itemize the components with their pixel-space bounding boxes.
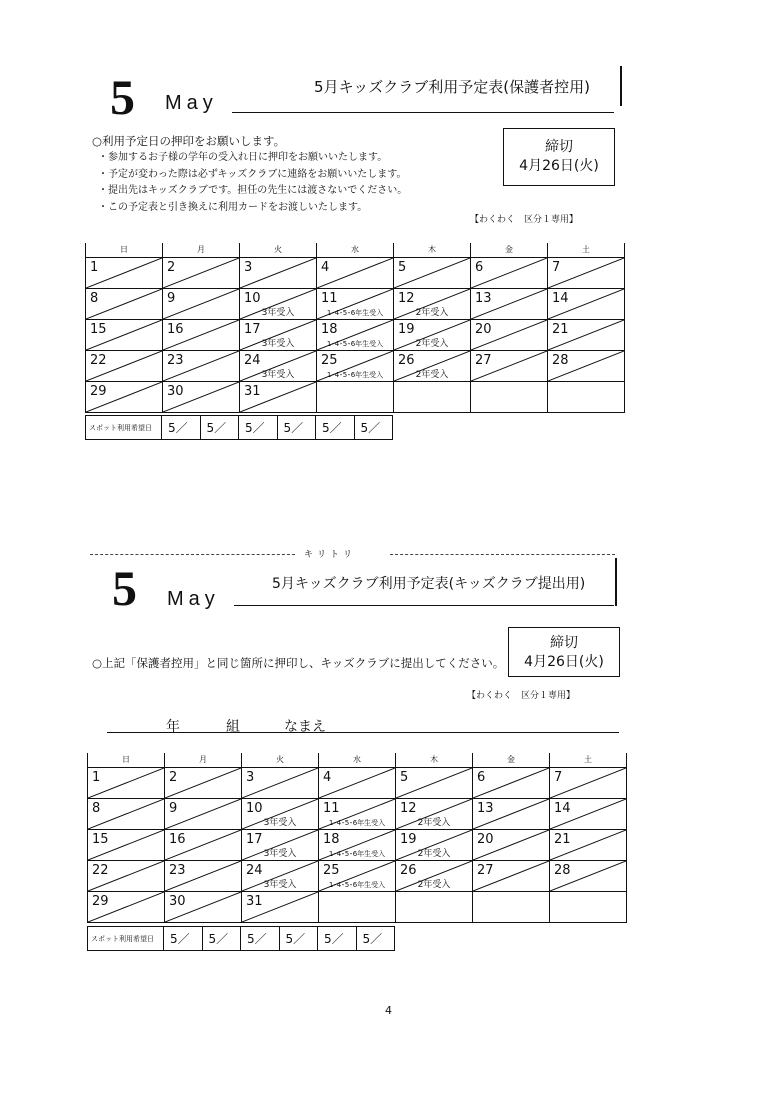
- calendar-day-cell[interactable]: [548, 288, 625, 319]
- note-item: ・参加するお子様の学年の受入れ日に押印をお願いいたします。: [98, 152, 388, 163]
- spot-date-slot[interactable]: 5／: [354, 416, 393, 440]
- weekday-header: 土: [548, 243, 625, 257]
- calendar-day-cell[interactable]: [165, 798, 242, 829]
- day-number: 15: [90, 321, 107, 337]
- calendar-week-row: [88, 798, 627, 829]
- calendar-day-cell[interactable]: [550, 798, 627, 829]
- acceptance-note: 2年受入: [415, 369, 449, 380]
- calendar-day-cell[interactable]: [86, 381, 163, 412]
- category-tag: 【わくわく 区分１専用】: [467, 691, 576, 701]
- acceptance-note: 1･4･5･6年生受入: [328, 818, 386, 827]
- calendar-day-cell[interactable]: [240, 319, 317, 350]
- calendar-day-cell[interactable]: [88, 829, 165, 860]
- spot-date-slot[interactable]: 5／: [241, 927, 280, 951]
- day-number: 9: [169, 800, 178, 816]
- calendar-day-cell[interactable]: [86, 257, 163, 288]
- weekday-header: 月: [165, 753, 242, 767]
- day-number: 14: [554, 800, 571, 816]
- name-line: [107, 732, 619, 733]
- calendar-day-cell[interactable]: [240, 257, 317, 288]
- calendar-empty-cell: [548, 381, 625, 412]
- day-number: 22: [92, 862, 109, 878]
- deadline-box: [503, 128, 615, 186]
- day-number: 25: [321, 352, 338, 368]
- calendar-day-cell[interactable]: [86, 350, 163, 381]
- day-number: 14: [552, 290, 569, 306]
- weekday-header: 金: [471, 243, 548, 257]
- calendar-day-cell[interactable]: [319, 798, 396, 829]
- day-number: 4: [321, 259, 330, 275]
- day-number: 10: [246, 800, 263, 816]
- spot-date-slot[interactable]: 5／: [202, 927, 241, 951]
- acceptance-note: 2年受入: [417, 848, 451, 859]
- calendar-day-cell[interactable]: [165, 860, 242, 891]
- day-number: 24: [246, 862, 263, 878]
- acceptance-note: 2年受入: [417, 817, 451, 828]
- day-number: 7: [554, 769, 563, 785]
- spot-date-slot[interactable]: 5／: [239, 416, 278, 440]
- day-number: 2: [169, 769, 178, 785]
- acceptance-note: 3年受入: [261, 338, 295, 349]
- calendar-day-cell[interactable]: [548, 257, 625, 288]
- day-number: 24: [244, 352, 261, 368]
- day-number: 11: [323, 800, 340, 816]
- calendar-day-cell[interactable]: [550, 829, 627, 860]
- weekday-header: 月: [163, 243, 240, 257]
- spot-date-slot[interactable]: 5／: [164, 927, 203, 951]
- day-number: 7: [552, 259, 561, 275]
- calendar-day-cell[interactable]: [550, 767, 627, 798]
- calendar-day-cell[interactable]: [396, 860, 473, 891]
- calendar-day-cell[interactable]: [240, 381, 317, 412]
- day-number: 25: [323, 862, 340, 878]
- calendar-week-row: [86, 319, 625, 350]
- calendar-day-cell[interactable]: [163, 319, 240, 350]
- day-number: 26: [400, 862, 417, 878]
- page-number: 4: [385, 1004, 392, 1017]
- calendar-day-cell[interactable]: [396, 767, 473, 798]
- weekday-header: 木: [396, 753, 473, 767]
- day-number: 6: [475, 259, 484, 275]
- calendar-empty-cell: [394, 381, 471, 412]
- deadline-date: 4月26日(火): [519, 158, 599, 174]
- calendar-day-cell[interactable]: [88, 798, 165, 829]
- day-number: 28: [552, 352, 569, 368]
- calendar-day-cell[interactable]: [473, 860, 550, 891]
- weekday-header: 火: [240, 243, 317, 257]
- calendar-week-row: [86, 381, 625, 412]
- calendar-day-cell[interactable]: [319, 767, 396, 798]
- calendar-day-cell[interactable]: [396, 829, 473, 860]
- day-number: 31: [246, 893, 263, 909]
- weekday-header: 土: [550, 753, 627, 767]
- calendar-day-cell[interactable]: [88, 891, 165, 922]
- spot-label: スポット利用希望日: [86, 416, 162, 440]
- calendar-table: [85, 243, 625, 413]
- day-number: 3: [246, 769, 255, 785]
- day-number: 20: [475, 321, 492, 337]
- day-number: 13: [475, 290, 492, 306]
- spot-date-slot[interactable]: 5／: [356, 927, 395, 951]
- day-number: 27: [477, 862, 494, 878]
- day-number: 12: [398, 290, 415, 306]
- calendar-day-cell[interactable]: [242, 767, 319, 798]
- calendar-day-cell[interactable]: [473, 798, 550, 829]
- day-number: 21: [554, 831, 571, 847]
- calendar-week-row: [86, 257, 625, 288]
- calendar-day-cell[interactable]: [240, 350, 317, 381]
- page-title: 5月キッズクラブ利用予定表(保護者控用): [314, 78, 590, 96]
- day-number: 28: [554, 862, 571, 878]
- day-number: 20: [477, 831, 494, 847]
- acceptance-note: 3年受入: [263, 817, 297, 828]
- calendar-day-cell[interactable]: [242, 798, 319, 829]
- day-number: 4: [323, 769, 332, 785]
- spot-date-slot[interactable]: 5／: [162, 416, 201, 440]
- calendar-day-cell[interactable]: [242, 860, 319, 891]
- note-item: ・提出先はキッズクラブです。担任の先生には渡さないでください。: [98, 185, 408, 196]
- day-number: 17: [246, 831, 263, 847]
- day-number: 17: [244, 321, 261, 337]
- title-underline: [232, 112, 614, 113]
- calendar-day-cell[interactable]: [165, 767, 242, 798]
- acceptance-note: 2年受入: [415, 307, 449, 318]
- calendar-day-cell[interactable]: [471, 257, 548, 288]
- day-number: 30: [167, 383, 184, 399]
- calendar-table: [87, 753, 627, 923]
- weekday-header: 金: [473, 753, 550, 767]
- day-number: 3: [244, 259, 253, 275]
- name-field[interactable]: なまえ: [284, 719, 326, 735]
- day-number: 1: [92, 769, 101, 785]
- calendar-day-cell[interactable]: [394, 350, 471, 381]
- calendar-day-cell[interactable]: [86, 288, 163, 319]
- page-title: 5月キッズクラブ利用予定表(キッズクラブ提出用): [272, 576, 586, 592]
- month-english: May: [165, 92, 218, 114]
- calendar-day-cell[interactable]: [163, 257, 240, 288]
- calendar-day-cell[interactable]: [394, 257, 471, 288]
- day-number: 29: [92, 893, 109, 909]
- day-number: 8: [90, 290, 99, 306]
- month-english: May: [167, 588, 220, 610]
- acceptance-note: 2年受入: [415, 338, 449, 349]
- day-number: 6: [477, 769, 486, 785]
- calendar-day-cell[interactable]: [394, 319, 471, 350]
- day-number: 16: [167, 321, 184, 337]
- calendar-week-row: [88, 829, 627, 860]
- calendar-empty-cell: [317, 381, 394, 412]
- spot-request-row: [87, 926, 395, 951]
- calendar-day-cell[interactable]: [242, 891, 319, 922]
- deadline-label: 締切: [550, 635, 578, 651]
- day-number: 18: [321, 321, 338, 337]
- day-number: 1: [90, 259, 99, 275]
- day-number: 18: [323, 831, 340, 847]
- title-frame: [262, 66, 622, 106]
- weekday-header: 日: [88, 753, 165, 767]
- calendar-week-row: [88, 767, 627, 798]
- calendar-day-cell[interactable]: [165, 891, 242, 922]
- day-number: 11: [321, 290, 338, 306]
- calendar-empty-cell: [471, 381, 548, 412]
- calendar-week-row: [86, 350, 625, 381]
- spot-date-slot[interactable]: 5／: [318, 927, 357, 951]
- day-number: 5: [400, 769, 409, 785]
- cut-label: キリトリ: [304, 550, 357, 560]
- day-number: 23: [169, 862, 186, 878]
- weekday-header: 日: [86, 243, 163, 257]
- deadline-label: 締切: [545, 139, 573, 155]
- note-item: ・予定が変わった際は必ずキッズクラブに連絡をお願いいたします。: [98, 168, 407, 180]
- calendar-empty-cell: [550, 891, 627, 922]
- weekday-header: 木: [394, 243, 471, 257]
- calendar-week-row: [88, 891, 627, 922]
- day-number: 2: [167, 259, 176, 275]
- calendar-day-cell[interactable]: [317, 257, 394, 288]
- acceptance-note: 1･4･5･6年生受入: [326, 339, 384, 348]
- day-number: 23: [167, 352, 184, 368]
- calendar-week-row: [86, 288, 625, 319]
- calendar-day-cell[interactable]: [88, 767, 165, 798]
- day-number: 12: [400, 800, 417, 816]
- calendar-day-cell[interactable]: [473, 767, 550, 798]
- day-number: 15: [92, 831, 109, 847]
- spot-date-slot[interactable]: 5／: [277, 416, 316, 440]
- calendar-day-cell[interactable]: [396, 798, 473, 829]
- notes-list: [98, 150, 407, 216]
- acceptance-note: 1･4･5･6年生受入: [326, 308, 384, 317]
- calendar-empty-cell: [473, 891, 550, 922]
- cut-line-left: [90, 554, 295, 555]
- calendar-day-cell[interactable]: [163, 350, 240, 381]
- day-number: 31: [244, 383, 261, 399]
- calendar-day-cell[interactable]: [163, 381, 240, 412]
- deadline-date: 4月26日(火): [524, 654, 604, 670]
- day-number: 22: [90, 352, 107, 368]
- calendar-day-cell[interactable]: [317, 319, 394, 350]
- month-number: 5: [112, 560, 137, 616]
- class-field[interactable]: 組: [226, 719, 240, 735]
- calendar-empty-cell: [319, 891, 396, 922]
- cut-line-right: [390, 554, 615, 555]
- calendar-day-cell[interactable]: [548, 350, 625, 381]
- calendar-day-cell[interactable]: [550, 860, 627, 891]
- spot-date-slot[interactable]: 5／: [279, 927, 318, 951]
- day-number: 30: [169, 893, 186, 909]
- calendar-day-cell[interactable]: [319, 860, 396, 891]
- calendar-day-cell[interactable]: [86, 319, 163, 350]
- day-number: 8: [92, 800, 101, 816]
- acceptance-note: 1･4･5･6年生受入: [328, 849, 386, 858]
- calendar-day-cell[interactable]: [317, 288, 394, 319]
- spot-date-slot[interactable]: 5／: [316, 416, 355, 440]
- acceptance-note: 3年受入: [261, 369, 295, 380]
- spot-request-row: [85, 415, 393, 440]
- calendar-day-cell[interactable]: [88, 860, 165, 891]
- month-number: 5: [110, 69, 135, 125]
- grade-field[interactable]: 年: [166, 719, 180, 735]
- calendar-day-cell[interactable]: [242, 829, 319, 860]
- day-number: 19: [400, 831, 417, 847]
- calendar-day-cell[interactable]: [394, 288, 471, 319]
- spot-label: スポット利用希望日: [88, 927, 164, 951]
- weekday-header: 火: [242, 753, 319, 767]
- day-number: 27: [475, 352, 492, 368]
- acceptance-note: 3年受入: [263, 848, 297, 859]
- day-number: 9: [167, 290, 176, 306]
- acceptance-note: 3年受入: [263, 879, 297, 890]
- calendar-day-cell[interactable]: [473, 829, 550, 860]
- day-number: 21: [552, 321, 569, 337]
- acceptance-note: 1･4･5･6年生受入: [328, 880, 386, 889]
- acceptance-note: 3年受入: [261, 307, 295, 318]
- weekday-header: 水: [319, 753, 396, 767]
- calendar-day-cell[interactable]: [471, 350, 548, 381]
- calendar-day-cell[interactable]: [548, 319, 625, 350]
- category-tag: 【わくわく 区分１専用】: [470, 215, 579, 225]
- day-number: 13: [477, 800, 494, 816]
- note-item: ・この予定表と引き換えに利用カードをお渡しいたします。: [98, 201, 368, 213]
- calendar-day-cell[interactable]: [319, 829, 396, 860]
- notes-main: ○利用予定日の押印をお願いします。: [92, 134, 286, 148]
- calendar-day-cell[interactable]: [165, 829, 242, 860]
- calendar-day-cell[interactable]: [240, 288, 317, 319]
- calendar-day-cell[interactable]: [317, 350, 394, 381]
- day-number: 16: [169, 831, 186, 847]
- day-number: 29: [90, 383, 107, 399]
- calendar-day-cell[interactable]: [471, 319, 548, 350]
- calendar-day-cell[interactable]: [471, 288, 548, 319]
- day-number: 26: [398, 352, 415, 368]
- title-frame-right: [615, 558, 617, 606]
- deadline-box: [508, 627, 620, 677]
- calendar-empty-cell: [396, 891, 473, 922]
- notes-main: ○上記「保護者控用」と同じ箇所に押印し、キッズクラブに提出してください。: [92, 656, 505, 670]
- weekday-header: 水: [317, 243, 394, 257]
- calendar-week-row: [88, 860, 627, 891]
- title-underline: [234, 605, 614, 606]
- calendar-day-cell[interactable]: [163, 288, 240, 319]
- spot-date-slot[interactable]: 5／: [200, 416, 239, 440]
- day-number: 19: [398, 321, 415, 337]
- day-number: 10: [244, 290, 261, 306]
- acceptance-note: 1･4･5･6年生受入: [326, 370, 384, 379]
- acceptance-note: 2年受入: [417, 879, 451, 890]
- day-number: 5: [398, 259, 407, 275]
